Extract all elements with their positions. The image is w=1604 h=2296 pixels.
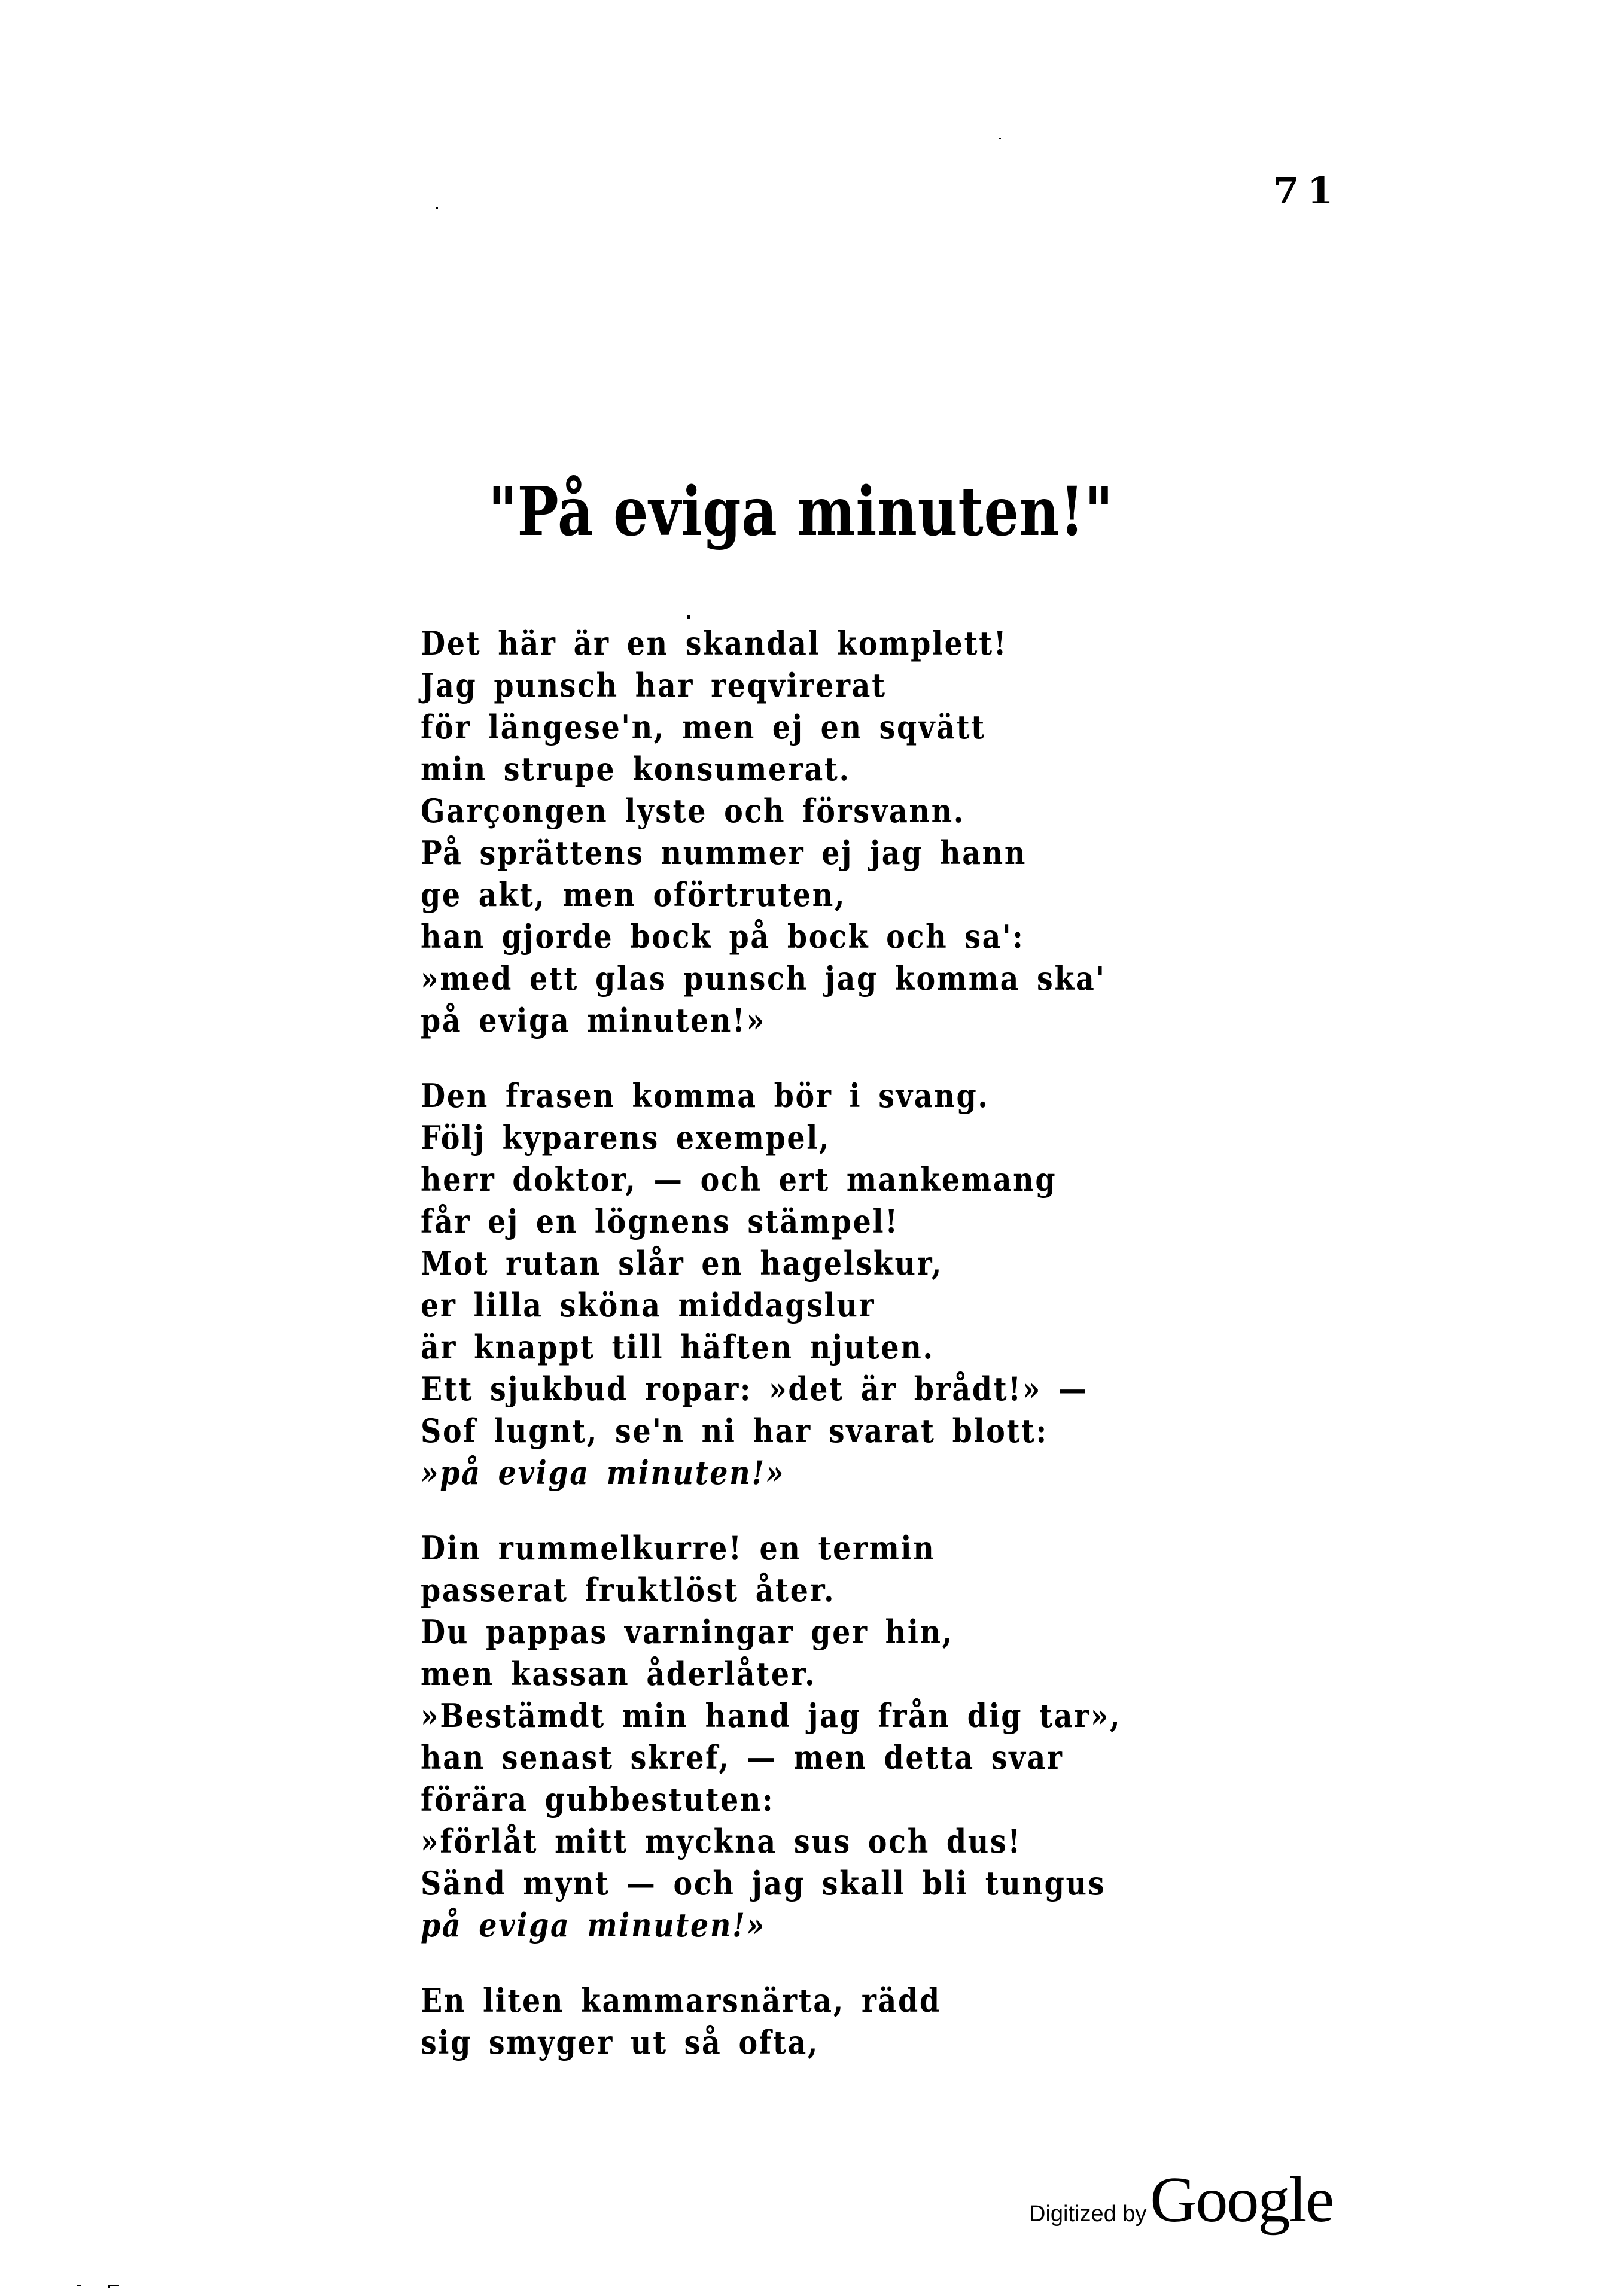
poem-line: Sof lugnt, se'n ni har svarat blott:	[421, 1412, 1048, 1450]
poem-line: På sprättens nummer ej jag hann	[421, 834, 1027, 872]
poem-line: Sänd mynt — och jag skall bli tungus	[421, 1864, 1106, 1902]
poem-line: Din rummelkurre! en termin	[421, 1529, 936, 1567]
poem-line: er lilla sköna middagslur	[421, 1286, 876, 1324]
scan-speck	[77, 2285, 81, 2286]
poem-line: min strupe konsumerat.	[421, 750, 851, 788]
poem-line: Mot rutan slår en hagelskur,	[421, 1244, 943, 1282]
stanza-3	[421, 1527, 1217, 1946]
scan-speck	[999, 138, 1001, 139]
poem-line: är knappt till häften njuten.	[421, 1328, 935, 1366]
poem-line: Du pappas varningar ger hin,	[421, 1613, 954, 1651]
poem-line: Jag punsch har reqvirerat	[421, 666, 887, 704]
stanza-2	[421, 1075, 1217, 1494]
poem-refrain-line: »på eviga minuten!»	[421, 1453, 786, 1492]
scan-speck	[108, 2285, 110, 2288]
poem-line: men kassan åderlåter.	[421, 1655, 817, 1693]
poem-line: herr doktor, — och ert mankemang	[421, 1160, 1057, 1199]
poem-line: Ett sjukbud ropar: »det är brådt!» —	[421, 1370, 1089, 1408]
google-logo: Google	[1150, 2164, 1334, 2236]
poem-title: "På eviga minuten!"	[488, 473, 1114, 551]
scan-speck	[436, 207, 438, 209]
poem-line: ge akt, men oförtruten,	[421, 875, 847, 914]
poem-line: får ej en lögnens stämpel!	[421, 1202, 899, 1240]
poem-line: han gjorde bock på bock och sa':	[421, 917, 1025, 956]
poem-line: »med ett glas punsch jag komma ska'	[421, 959, 1106, 998]
poem-line: »Bestämdt min hand jag från dig tar»,	[421, 1696, 1122, 1735]
scan-speck	[687, 615, 690, 619]
digitized-by-google-watermark	[1029, 2163, 1333, 2237]
stanza-4	[421, 1979, 1217, 2063]
poem-line: Följ kyparens exempel,	[421, 1118, 831, 1157]
watermark-prefix: Digitized by	[1029, 2201, 1147, 2227]
poem-line: En liten kammarsnärta, rädd	[421, 1981, 941, 2020]
poem-line: passerat fruktlöst åter.	[421, 1571, 836, 1609]
poem-line: han senast skref, — men detta svar	[421, 1738, 1064, 1777]
stanza-1	[421, 622, 1217, 1041]
poem-line: sig smyger ut så ofta,	[421, 2023, 820, 2061]
poem-body	[421, 622, 1217, 2097]
poem-line: förära gubbestuten:	[421, 1780, 775, 1818]
poem-refrain-line: på eviga minuten!»	[421, 1906, 766, 1944]
poem-line: för längese'n, men ej en sqvätt	[421, 708, 986, 746]
poem-line: »förlåt mitt myckna sus och dus!	[421, 1822, 1022, 1860]
poem-line: på eviga minuten!»	[421, 1001, 766, 1039]
poem-line: Garçongen lyste och försvann.	[421, 792, 965, 830]
poem-line: Det här är en skandal komplett!	[421, 624, 1008, 662]
page-number: 71	[1273, 169, 1342, 212]
poem-line: Den frasen komma bör i svang.	[421, 1076, 990, 1115]
